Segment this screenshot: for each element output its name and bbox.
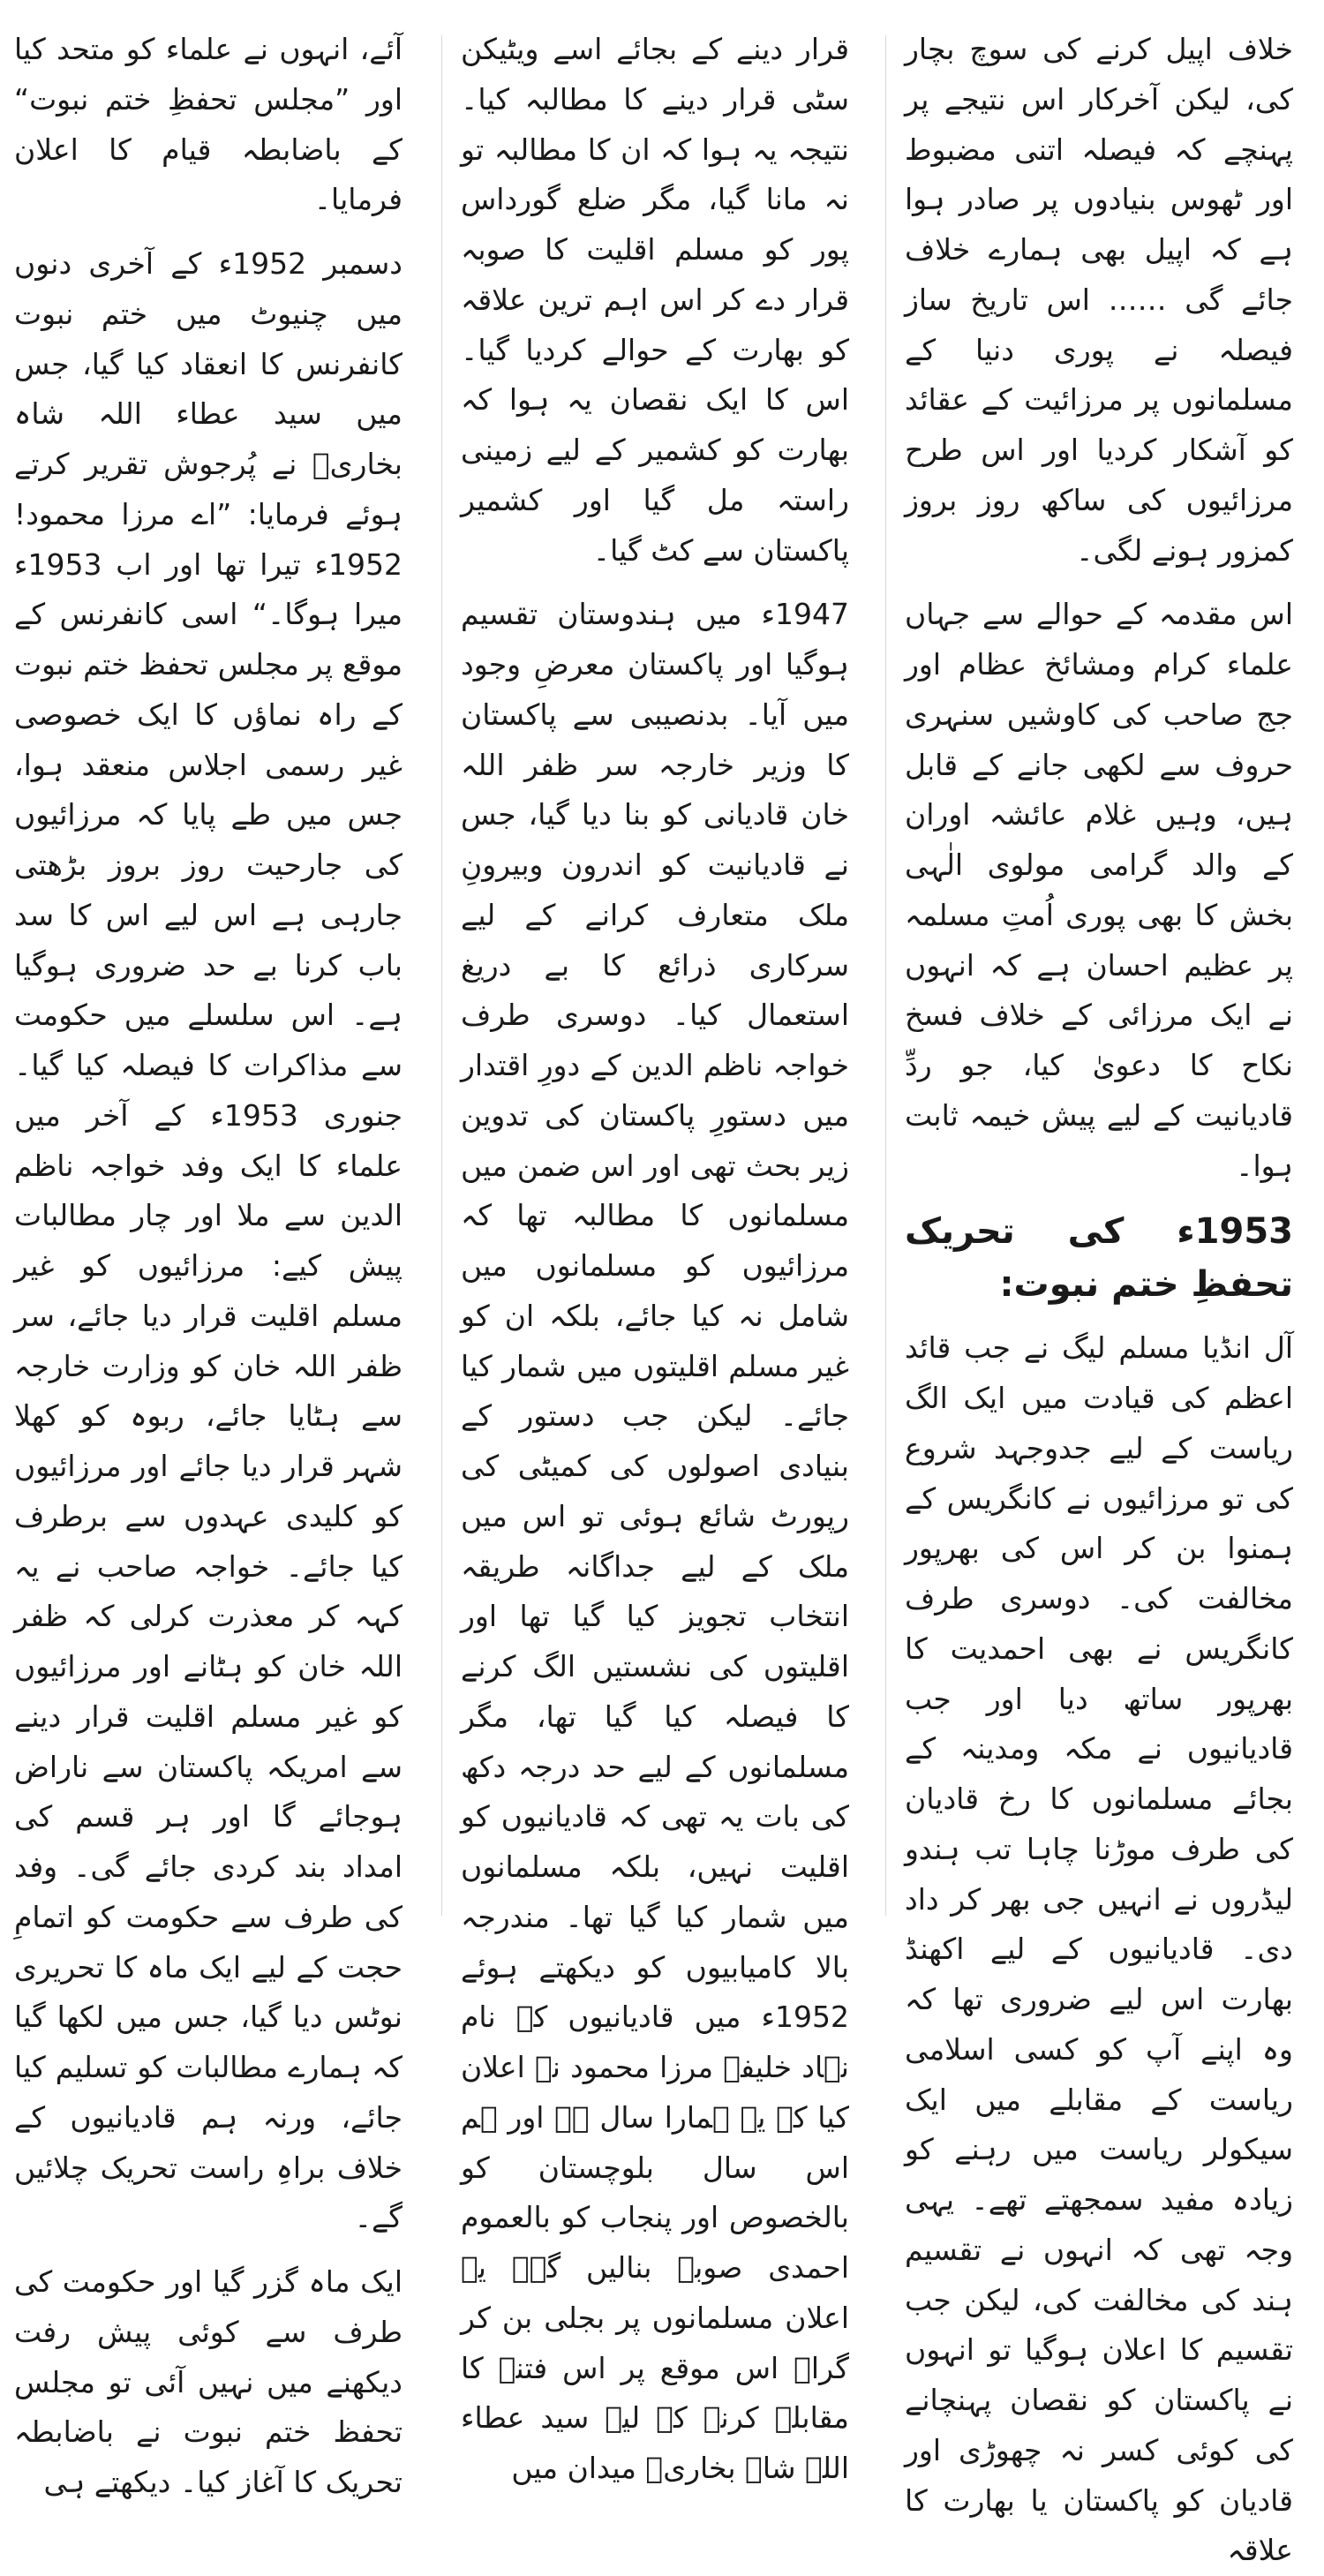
text-column-right: [905, 25, 1293, 2568]
column-divider: [441, 35, 442, 1916]
paragraph: اس مقدمہ کے حوالے سے جہاں علماء کرام ومشائخ عظام اور جج صاحب کی کاوشیں سنہری حروف سے لکھی جانے کے قابل ہیں، وہیں غلام عائشہ اوران کے والد گرامی مولوی الٰہی بخش کا بھی پوری اُمتِ مسلمہ پر عظیم احسان ہے کہ انہوں نے ایک مرزائی کے خلاف فسخ نکاح کا دعویٰ کیا، جو ردِّ قادیانیت کے لیے پیش خیمہ ثابت ہوا۔: [905, 597, 1293, 1183]
paragraph: آئے، انہوں نے علماء کو متحد کیا اور ”مجلس تحفظِ ختم نبوت“ کے باضابطہ قیام کا اعلان فرمایا۔: [14, 32, 402, 217]
paragraph: آل انڈیا مسلم لیگ نے جب قائد اعظم کی قیادت میں ایک الگ ریاست کے لیے جدوجہد شروع کی تو مرزائیوں نے کانگریس کے ہمنوا بن کر اس کی بھرپور مخالفت کی۔ دوسری طرف کانگریس نے بھی احمدیت کا بھرپور ساتھ دیا اور جب قادیانیوں نے مکہ ومدینہ کے بجائے مسلمانوں کا رخ قادیان کی طرف موڑنا چاہا تب ہندو لیڈروں نے انہیں جی بھر کر داد دی۔ قادیانیوں کے لیے اکھنڈ بھارت اس لیے ضروری تھا کہ وہ اپنے آپ کو کسی اسلامی ریاست کے مقابلے میں ایک سیکولر ریاست میں رہنے کو زیادہ مفید سمجھتے تھے۔ یہی وجہ تھی کہ انہوں نے تقسیم ہند کی مخالفت کی، لیکن جب تقسیم کا اعلان ہوگیا تو انہوں نے پاکستان کو نقصان پہنچانے کی کوئی کسر نہ چھوڑی اور قادیان کو پاکستان یا بھارت کا علاقہ: [905, 1330, 1293, 2568]
paragraph: قرار دینے کے بجائے اسے ویٹیکن سٹی قرار دینے کا مطالبہ کیا۔ نتیجہ یہ ہوا کہ ان کا مطالبہ تو نہ مانا گیا، مگر ضلع گورداس پور کو مسلم اقلیت کا صوبہ قرار دے کر اس اہم ترین علاقہ کو بھارت کے حوالے کردیا گیا۔ اس کا ایک نقصان یہ ہوا کہ بھارت کو کشمیر کے لیے زمینی راستہ مل گیا اور کشمیر پاکستان سے کٹ گیا۔: [461, 32, 849, 568]
text-column-middle: [461, 25, 849, 2485]
paragraph: دسمبر 1952ء کے آخری دنوں میں چنیوٹ میں ختم نبوت کانفرنس کا انعقاد کیا گیا، جس میں سید عطاء اللہ شاہ بخاریؒ نے پُرجوش تقریر کرتے ہوئے فرمایا: ”اے مرزا محمود! 1952ء تیرا تھا اور اب 1953ء میرا ہوگا۔“ اسی کانفرنس کے موقع پر مجلس تحفظ ختم نبوت کے راہ نماؤں کا ایک خصوصی غیر رسمی اجلاس منعقد ہوا، جس میں طے پایا کہ مرزائیوں کی جارحیت روز بروز بڑھتی جارہی ہے اس لیے اس کا سد باب کرنا بے حد ضروری ہوگیا ہے۔ اس سلسلے میں حکومت سے مذاکرات کا فیصلہ کیا گیا۔ جنوری 1953ء کے آخر میں علماء کا ایک وفد خواجہ ناظم الدین سے ملا اور چار مطالبات پیش کیے: مرزائیوں کو غیر مسلم اقلیت قرار دیا جائے، سر ظفر اللہ خان کو وزارت خارجہ سے ہٹایا جائے، ربوہ کو کھلا شہر قرار دیا جائے اور مرزائیوں کو کلیدی عہدوں سے برطرف کیا جائے۔ خواجہ صاحب نے یہ کہہ کر معذرت کرلی کہ ظفر اللہ خان کو ہٹانے اور مرزائیوں کو غیر مسلم اقلیت قرار دینے سے امریکہ پاکستان سے ناراض ہوجائے گا اور ہر قسم کی امداد بند کردی جائے گی۔ وفد کی طرف سے حکومت کو اتمامِ حجت کے لیے ایک ماہ کا تحریری نوٹس دیا گیا، جس میں لکھا گیا کہ ہمارے مطالبات کو تسلیم کیا جائے، ورنہ ہم قادیانیوں کے خلاف براہِ راست تحریک چلائیں گے۔: [14, 246, 402, 2235]
paragraph: خلاف اپیل کرنے کی سوچ بچار کی، لیکن آخرکار اس نتیجے پر پہنچے کہ فیصلہ اتنی مضبوط اور ٹھوس بنیادوں پر صادر ہوا ہے کہ اپیل بھی ہمارے خلاف جائے گی …… اس تاریخ ساز فیصلہ نے پوری دنیا کے مسلمانوں پر مرزائیت کے عقائد کو آشکار کردیا اور اس طرح مرزائیوں کی ساکھ روز بروز کمزور ہونے لگی۔: [905, 32, 1293, 568]
paragraph: ایک ماہ گزر گیا اور حکومت کی طرف سے کوئی پیش رفت دیکھنے میں نہیں آئی تو مجلس تحفظ ختم نبوت نے باضابطہ تحریک کا آغاز کیا۔ دیکھتے ہی: [14, 2264, 402, 2499]
paragraph: 1947ء میں ہندوستان تقسیم ہوگیا اور پاکستان معرضِ وجود میں آیا۔ بدنصیبی سے پاکستان کا وزیر خارجہ سر ظفر اللہ خان قادیانی کو بنا دیا گیا، جس نے قادیانیت کو اندرون وبیرونِ ملک متعارف کرانے کے لیے سرکاری ذرائع کا بے دریغ استعمال کیا۔ دوسری طرف خواجہ ناظم الدین کے دورِ اقتدار میں دستورِ پاکستان کی تدوین زیر بحث تھی اور اس ضمن میں مسلمانوں کا مطالبہ تھا کہ مرزائیوں کو مسلمانوں میں شامل نہ کیا جائے، بلکہ ان کو غیر مسلم اقلیتوں میں شمار کیا جائے۔ لیکن جب دستور کے بنیادی اصولوں کی کمیٹی کی رپورٹ شائع ہوئی تو اس میں ملک کے لیے جداگانہ طریقہ انتخاب تجویز کیا گیا تھا اور اقلیتوں کی نشستیں الگ کرنے کا فیصلہ کیا گیا تھا، مگر مسلمانوں کے لیے حد درجہ دکھ کی بات یہ تھی کہ قادیانیوں کو اقلیت نہیں، بلکہ مسلمانوں میں شمار کیا گیا تھا۔ مندرجہ بالا کامیابیوں کو دیکھتے ہوئے 1952ء میں قادیانیوں کے نام نہاد خلیفہ مرزا محمود نے اعلان کیا کہ یہ ہمارا سال ہے اور ہم اس سال بلوچستان کو بالخصوص اور پنجاب کو بالعموم احمدی صوبہ بنالیں گے۔ یہ اعلان مسلمانوں پر بجلی بن کر گرا۔ اس موقع پر اس فتنہ کا مقابلہ کرنے کے لیے سید عطاء اللہ شاہ بخاریؒ میدان میں: [461, 597, 849, 2485]
column-divider: [885, 35, 886, 1916]
section-heading: 1953ء کی تحریک تحفظِ ختم نبوت:: [905, 1211, 1293, 1306]
text-column-left: [14, 25, 402, 2499]
